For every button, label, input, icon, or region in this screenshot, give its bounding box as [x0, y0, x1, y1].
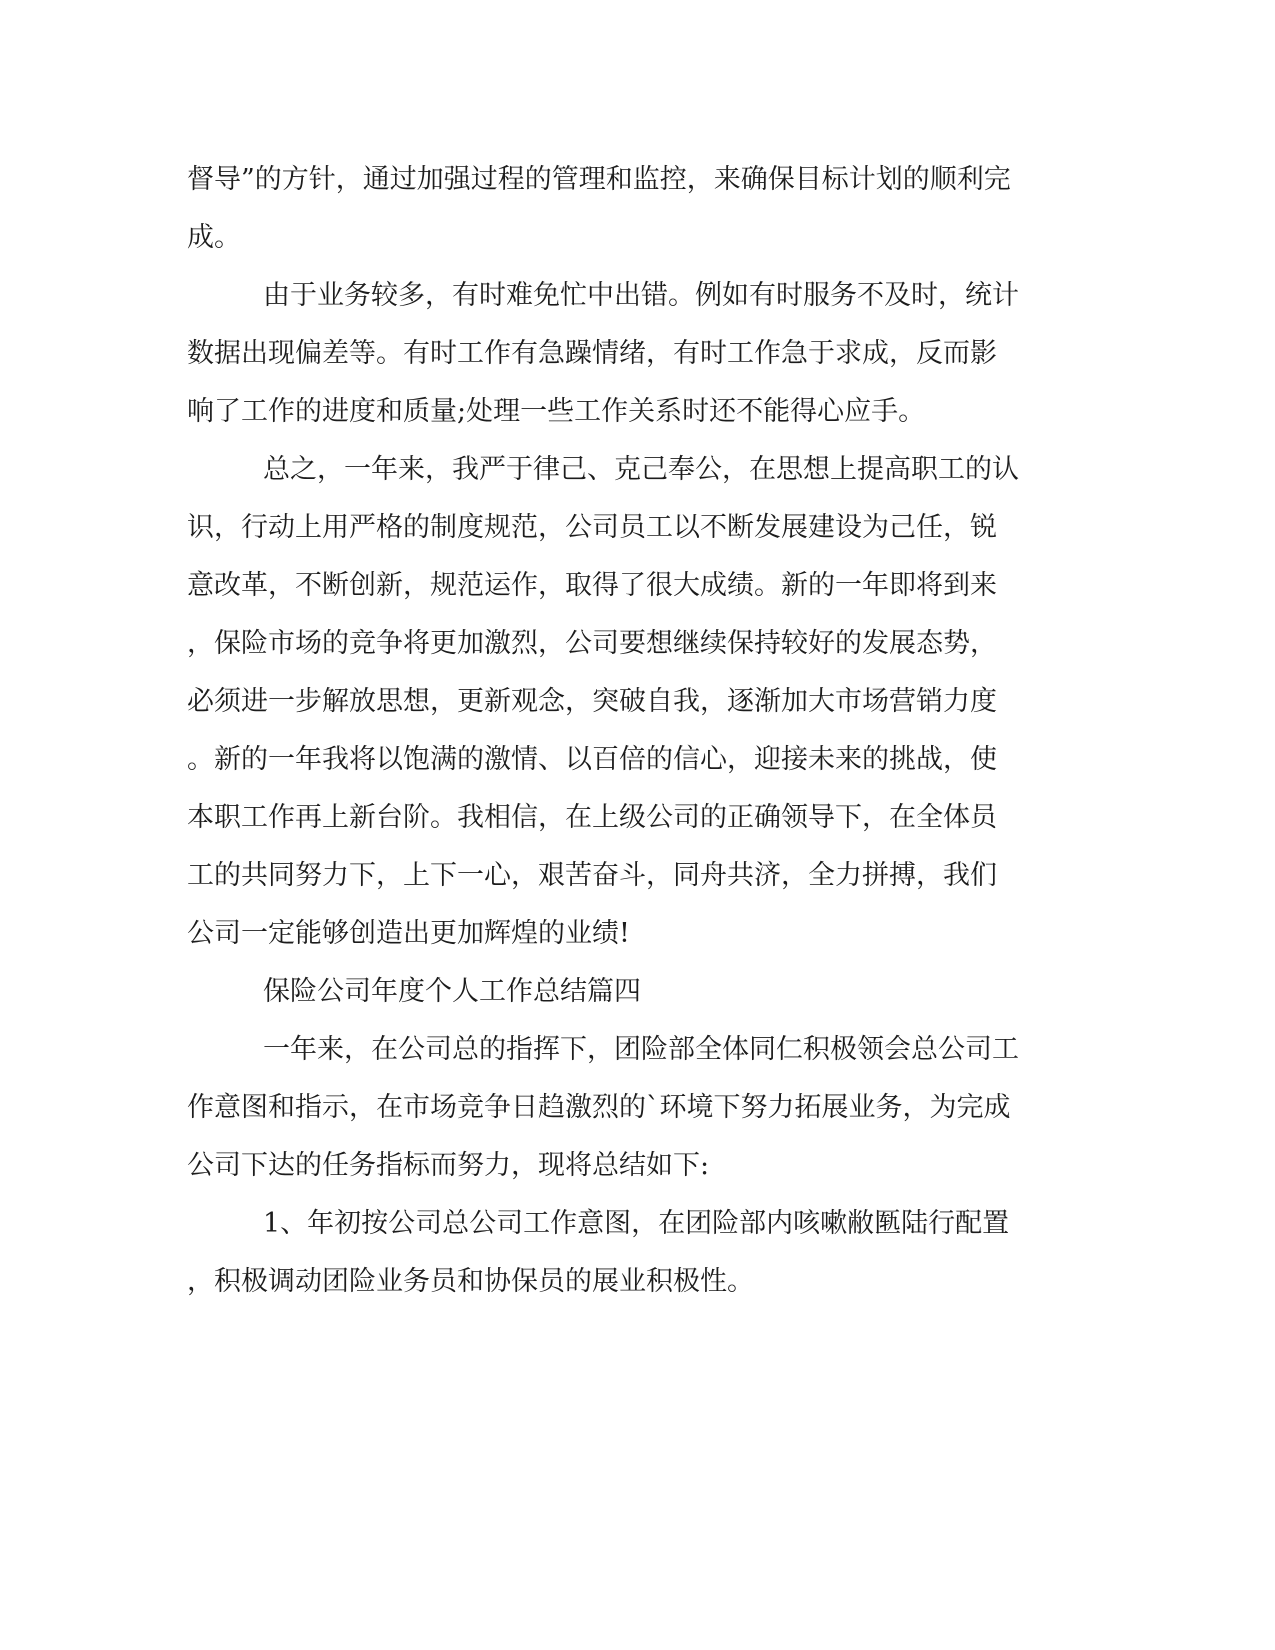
- text-line: 必须进一步解放思想，更新观念，突破自我，逐渐加大市场营销力度: [187, 686, 997, 717]
- text-line: 本职工作再上新台阶。我相信，在上级公司的正确领导下，在全体员: [187, 802, 997, 833]
- text-line: ，积极调动团险业务员和协保员的展业积极性。: [187, 1266, 754, 1297]
- paragraph-first-line: 一年来，在公司总的指挥下，团险部全体同仁积极领会总公司工: [263, 1034, 1019, 1065]
- text-line: 。新的一年我将以饱满的激情、以百倍的信心，迎接未来的挑战，使: [187, 744, 997, 775]
- text-line: 公司一定能够创造出更加辉煌的业绩!: [187, 918, 630, 949]
- section-heading: 保险公司年度个人工作总结篇四: [263, 976, 641, 1007]
- text-line: 作意图和指示，在市场竞争日趋激烈的`环境下努力拓展业务，为完成: [187, 1092, 1011, 1123]
- list-item-first-line: 1、年初按公司总公司工作意图，在团险部内咳嗽敝匦陆行配置: [263, 1208, 1010, 1239]
- text-line: 公司下达的任务指标而努力，现将总结如下:: [187, 1150, 710, 1181]
- paragraph-first-line: 总之，一年来，我严于律己、克己奉公，在思想上提高职工的认: [263, 454, 1019, 485]
- text-line: 响了工作的进度和质量;处理一些工作关系时还不能得心应手。: [187, 396, 926, 427]
- text-line: 意改革，不断创新，规范运作，取得了很大成绩。新的一年即将到来: [187, 570, 997, 601]
- text-line: 成。: [187, 222, 241, 253]
- text-line: 督导”的方针，通过加强过程的管理和监控，来确保目标计划的顺利完: [187, 164, 1011, 195]
- paragraph-first-line: 由于业务较多，有时难免忙中出错。例如有时服务不及时，统计: [263, 280, 1019, 311]
- text-line: 数据出现偏差等。有时工作有急躁情绪，有时工作急于求成，反而影: [187, 338, 997, 369]
- text-line: ，保险市场的竞争将更加激烈，公司要想继续保持较好的发展态势，: [187, 628, 997, 659]
- text-line: 识，行动上用严格的制度规范，公司员工以不断发展建设为己任，锐: [187, 512, 997, 543]
- text-line: 工的共同努力下，上下一心，艰苦奋斗，同舟共济，全力拼搏，我们: [187, 860, 997, 891]
